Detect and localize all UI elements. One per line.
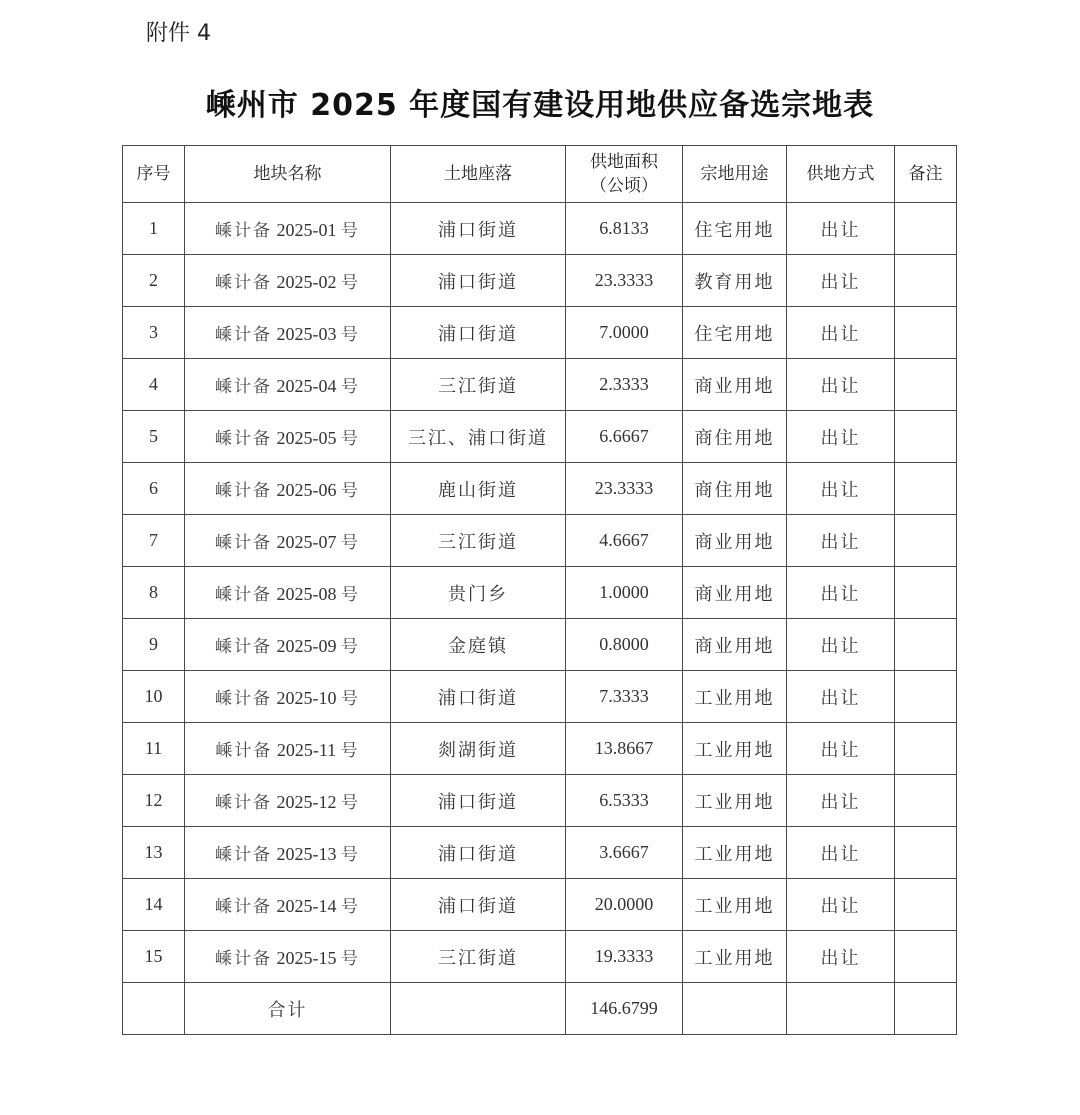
parcel-name-suffix: 号 (341, 273, 360, 293)
parcel-name-prefix: 嵊计备 (215, 273, 272, 293)
row-parcel-name (185, 255, 391, 307)
row-method: 出让 (787, 307, 895, 359)
total-method-cell (787, 983, 895, 1035)
row-parcel-name (185, 775, 391, 827)
parcel-name-code: 2025-07 (276, 532, 337, 552)
row-location: 三江街道 (391, 515, 566, 567)
total-area: 146.6799 (566, 983, 683, 1035)
row-area: 23.3333 (566, 255, 683, 307)
row-area: 6.5333 (566, 775, 683, 827)
header-usage: 宗地用途 (683, 146, 787, 203)
parcel-name-suffix: 号 (341, 949, 360, 969)
row-usage: 商住用地 (683, 411, 787, 463)
row-parcel-name (185, 619, 391, 671)
table-row (123, 567, 957, 619)
table-row (123, 359, 957, 411)
table-row (123, 203, 957, 255)
row-remark (895, 515, 957, 567)
row-area: 19.3333 (566, 931, 683, 983)
parcel-name-prefix: 嵊计备 (215, 533, 272, 553)
parcel-name-suffix: 号 (341, 845, 360, 865)
row-index: 14 (123, 879, 185, 931)
total-row (123, 983, 957, 1035)
row-remark (895, 463, 957, 515)
row-area: 6.6667 (566, 411, 683, 463)
table-row (123, 931, 957, 983)
row-method: 出让 (787, 775, 895, 827)
total-remark-cell (895, 983, 957, 1035)
parcel-name-prefix: 嵊计备 (215, 377, 272, 397)
row-area: 6.8133 (566, 203, 683, 255)
row-location: 剡湖街道 (391, 723, 566, 775)
table-row (123, 463, 957, 515)
row-remark (895, 827, 957, 879)
row-parcel-name (185, 879, 391, 931)
row-remark (895, 307, 957, 359)
header-remark: 备注 (895, 146, 957, 203)
parcel-name-suffix: 号 (341, 637, 360, 657)
parcel-name-suffix: 号 (341, 689, 360, 709)
parcel-name-prefix: 嵊计备 (215, 637, 272, 657)
row-index: 12 (123, 775, 185, 827)
row-method: 出让 (787, 203, 895, 255)
row-area: 4.6667 (566, 515, 683, 567)
row-remark (895, 671, 957, 723)
row-usage: 商住用地 (683, 463, 787, 515)
row-parcel-name (185, 515, 391, 567)
parcel-name-code: 2025-10 (276, 688, 337, 708)
row-usage: 工业用地 (683, 671, 787, 723)
row-method: 出让 (787, 671, 895, 723)
parcel-name-code: 2025-12 (276, 792, 337, 812)
row-index: 10 (123, 671, 185, 723)
row-area: 2.3333 (566, 359, 683, 411)
parcel-name-code: 2025-13 (276, 844, 337, 864)
row-index: 1 (123, 203, 185, 255)
parcel-name-code: 2025-11 (276, 740, 337, 760)
parcel-name-code: 2025-01 (276, 220, 337, 240)
table-row (123, 671, 957, 723)
parcel-name-prefix: 嵊计备 (215, 585, 272, 605)
row-index: 5 (123, 411, 185, 463)
table-header-row (123, 146, 957, 203)
parcel-name-prefix: 嵊计备 (215, 897, 272, 917)
row-method: 出让 (787, 879, 895, 931)
table-row (123, 879, 957, 931)
parcel-name-suffix: 号 (341, 533, 360, 553)
row-usage: 住宅用地 (683, 203, 787, 255)
parcel-name-suffix: 号 (341, 585, 360, 605)
header-area (566, 146, 683, 203)
row-location: 浦口街道 (391, 307, 566, 359)
parcel-name-prefix: 嵊计备 (215, 741, 273, 761)
row-method: 出让 (787, 567, 895, 619)
row-usage: 工业用地 (683, 931, 787, 983)
row-method: 出让 (787, 359, 895, 411)
table-row (123, 827, 957, 879)
row-area: 13.8667 (566, 723, 683, 775)
row-usage: 商业用地 (683, 567, 787, 619)
row-area: 20.0000 (566, 879, 683, 931)
header-name: 地块名称 (185, 146, 391, 203)
row-method: 出让 (787, 931, 895, 983)
table-body (123, 203, 957, 983)
row-method: 出让 (787, 515, 895, 567)
row-method: 出让 (787, 411, 895, 463)
row-parcel-name (185, 463, 391, 515)
row-usage: 工业用地 (683, 723, 787, 775)
parcel-name-code: 2025-04 (276, 376, 337, 396)
row-method: 出让 (787, 463, 895, 515)
parcel-name-suffix: 号 (341, 377, 360, 397)
total-label: 合计 (185, 983, 391, 1035)
parcel-name-suffix: 号 (341, 221, 360, 241)
parcel-name-suffix: 号 (341, 897, 360, 917)
row-location: 贵门乡 (391, 567, 566, 619)
row-remark (895, 619, 957, 671)
parcel-name-code: 2025-08 (276, 584, 337, 604)
row-index: 15 (123, 931, 185, 983)
row-parcel-name (185, 203, 391, 255)
row-index: 7 (123, 515, 185, 567)
table-row (123, 515, 957, 567)
row-remark (895, 255, 957, 307)
parcel-name-prefix: 嵊计备 (215, 429, 272, 449)
parcel-name-prefix: 嵊计备 (215, 481, 272, 501)
header-location: 土地座落 (391, 146, 566, 203)
row-index: 13 (123, 827, 185, 879)
table-row (123, 255, 957, 307)
row-method: 出让 (787, 619, 895, 671)
row-usage: 工业用地 (683, 775, 787, 827)
row-parcel-name (185, 411, 391, 463)
total-usage-cell (683, 983, 787, 1035)
row-remark (895, 359, 957, 411)
row-area: 7.0000 (566, 307, 683, 359)
parcel-name-code: 2025-14 (276, 896, 337, 916)
header-area-line2: （公顷） (590, 176, 658, 196)
header-method: 供地方式 (787, 146, 895, 203)
row-parcel-name (185, 671, 391, 723)
row-remark (895, 723, 957, 775)
land-supply-table (122, 145, 957, 1035)
row-parcel-name (185, 307, 391, 359)
parcel-name-suffix: 号 (341, 429, 360, 449)
header-area-line1: 供地面积 (590, 152, 658, 172)
row-index: 4 (123, 359, 185, 411)
row-usage: 住宅用地 (683, 307, 787, 359)
row-index: 3 (123, 307, 185, 359)
parcel-name-code: 2025-05 (276, 428, 337, 448)
row-location: 浦口街道 (391, 775, 566, 827)
row-remark (895, 203, 957, 255)
row-method: 出让 (787, 255, 895, 307)
parcel-name-code: 2025-03 (276, 324, 337, 344)
row-usage: 工业用地 (683, 879, 787, 931)
row-usage: 商业用地 (683, 359, 787, 411)
parcel-name-code: 2025-09 (276, 636, 337, 656)
row-area: 23.3333 (566, 463, 683, 515)
table-row (123, 723, 957, 775)
table-row (123, 411, 957, 463)
row-parcel-name (185, 359, 391, 411)
parcel-name-prefix: 嵊计备 (215, 793, 272, 813)
parcel-name-suffix: 号 (341, 481, 360, 501)
parcel-name-prefix: 嵊计备 (215, 325, 272, 345)
parcel-name-prefix: 嵊计备 (215, 949, 272, 969)
parcel-name-prefix: 嵊计备 (215, 845, 272, 865)
row-location: 浦口街道 (391, 879, 566, 931)
parcel-name-suffix: 号 (340, 741, 360, 761)
row-index: 6 (123, 463, 185, 515)
row-usage: 商业用地 (683, 619, 787, 671)
parcel-name-suffix: 号 (341, 325, 360, 345)
row-location: 金庭镇 (391, 619, 566, 671)
row-index: 2 (123, 255, 185, 307)
row-index: 9 (123, 619, 185, 671)
row-parcel-name (185, 931, 391, 983)
row-remark (895, 775, 957, 827)
row-area: 7.3333 (566, 671, 683, 723)
row-location: 浦口街道 (391, 827, 566, 879)
row-area: 0.8000 (566, 619, 683, 671)
row-area: 3.6667 (566, 827, 683, 879)
row-location: 三江、浦口街道 (391, 411, 566, 463)
row-remark (895, 567, 957, 619)
row-parcel-name (185, 567, 391, 619)
page-title: 嵊州市 2025 年度国有建设用地供应备选宗地表 (205, 88, 875, 123)
row-remark (895, 879, 957, 931)
total-index-cell (123, 983, 185, 1035)
row-method: 出让 (787, 723, 895, 775)
row-location: 浦口街道 (391, 203, 566, 255)
row-remark (895, 931, 957, 983)
row-method: 出让 (787, 827, 895, 879)
row-location: 三江街道 (391, 931, 566, 983)
parcel-name-code: 2025-15 (276, 948, 337, 968)
parcel-name-prefix: 嵊计备 (215, 689, 272, 709)
row-index: 8 (123, 567, 185, 619)
row-index: 11 (123, 723, 185, 775)
row-parcel-name (185, 827, 391, 879)
table-row (123, 619, 957, 671)
row-location: 鹿山街道 (391, 463, 566, 515)
attachment-label: 附件 4 (146, 21, 211, 46)
row-area: 1.0000 (566, 567, 683, 619)
table-row (123, 307, 957, 359)
header-index: 序号 (123, 146, 185, 203)
row-remark (895, 411, 957, 463)
row-usage: 工业用地 (683, 827, 787, 879)
row-parcel-name (185, 723, 391, 775)
row-usage: 商业用地 (683, 515, 787, 567)
table-row (123, 775, 957, 827)
row-location: 浦口街道 (391, 255, 566, 307)
row-location: 三江街道 (391, 359, 566, 411)
parcel-name-suffix: 号 (341, 793, 360, 813)
parcel-name-code: 2025-02 (276, 272, 337, 292)
row-usage: 教育用地 (683, 255, 787, 307)
row-location: 浦口街道 (391, 671, 566, 723)
parcel-name-code: 2025-06 (276, 480, 337, 500)
total-location-cell (391, 983, 566, 1035)
parcel-name-prefix: 嵊计备 (215, 221, 272, 241)
